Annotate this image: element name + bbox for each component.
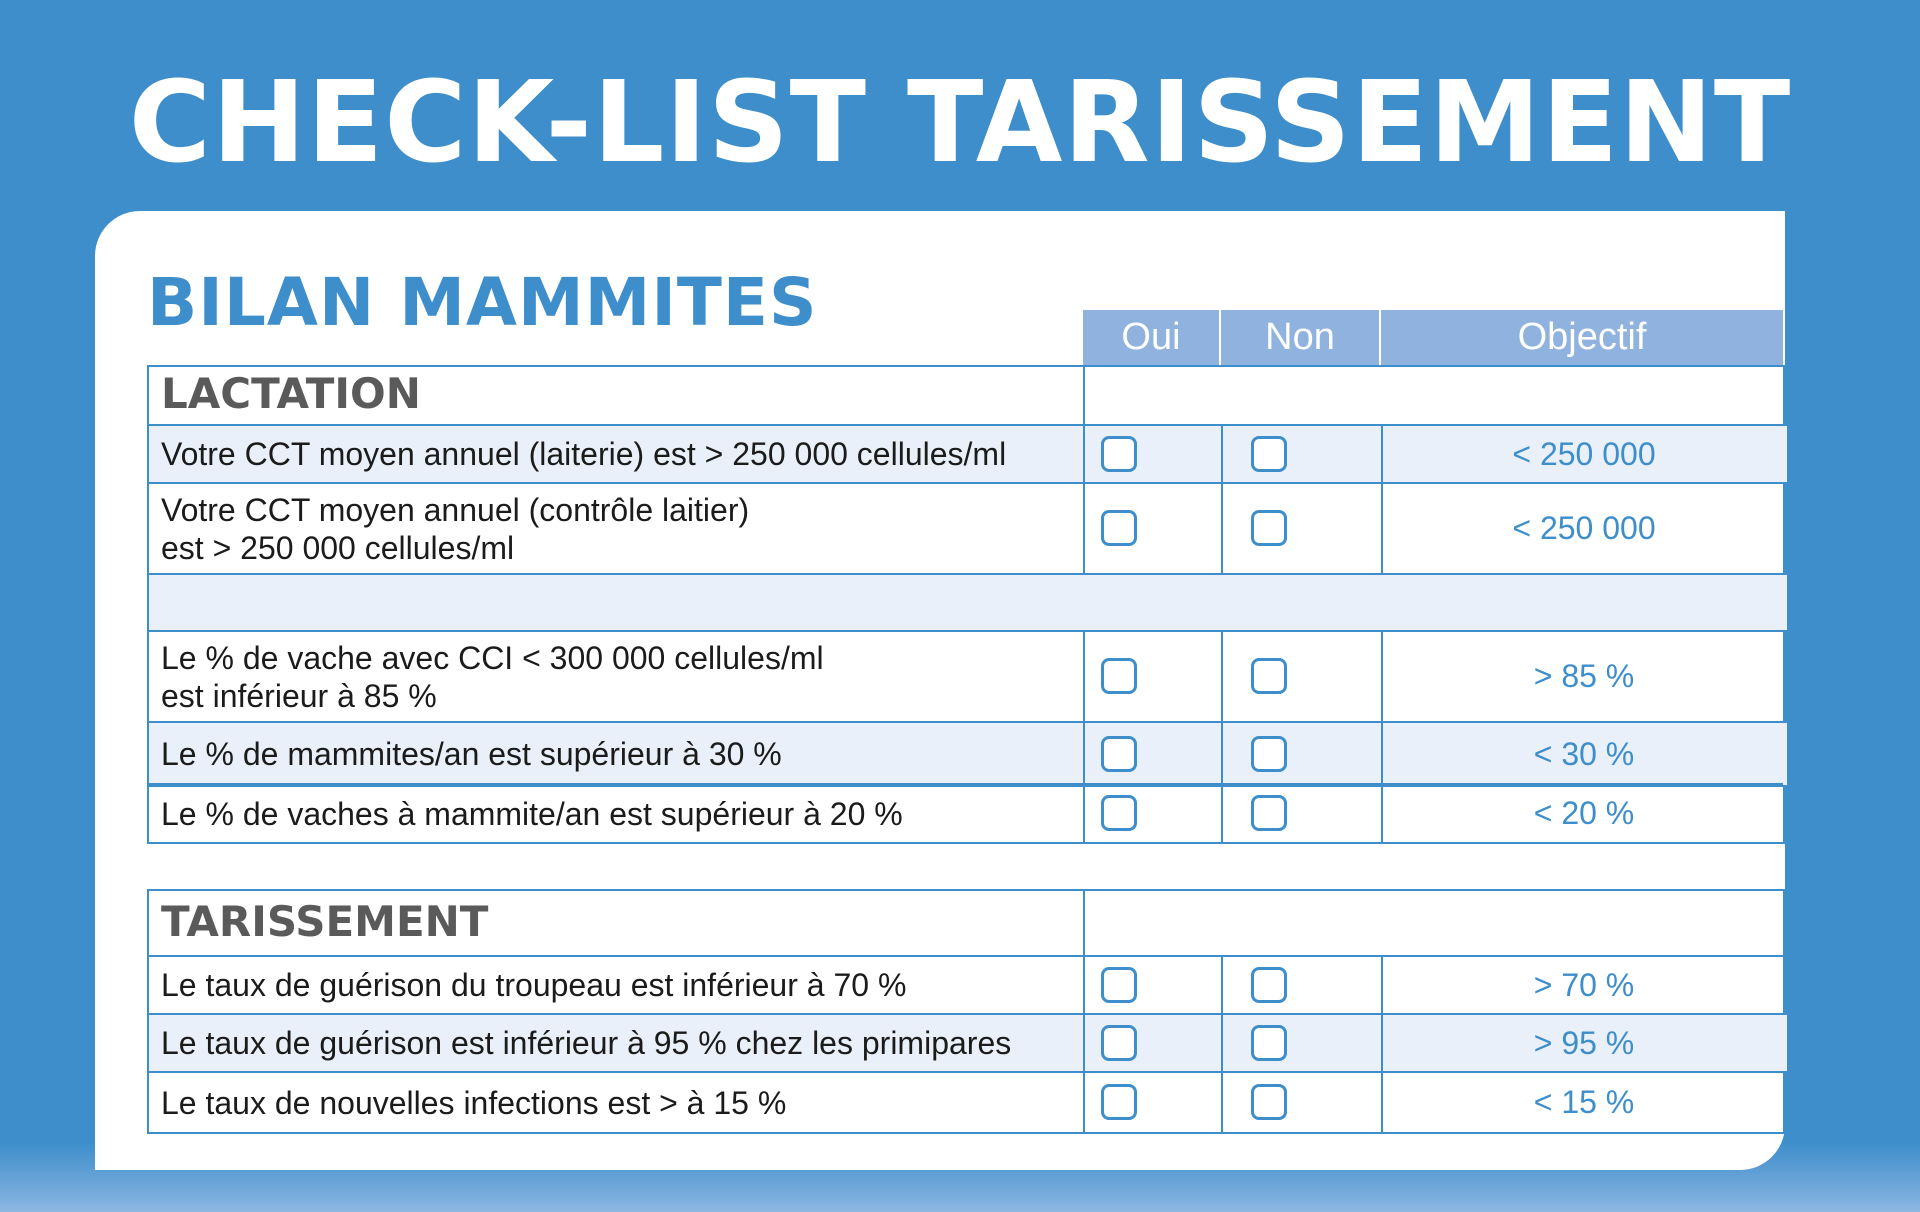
checkbox-non[interactable]	[1251, 795, 1287, 831]
checkbox-oui[interactable]	[1101, 795, 1137, 831]
section-title: BILAN MAMMITES	[147, 264, 818, 341]
column-header-non: Non	[1221, 310, 1379, 365]
row-label-line1: Votre CCT moyen annuel (contrôle laitier)	[161, 491, 750, 528]
lactation-table-end	[147, 785, 1785, 844]
row-label: Le % de mammites/an est supérieur à 30 %	[161, 736, 782, 772]
table-row	[149, 957, 1787, 1013]
tarissement-table	[147, 889, 1785, 1134]
objective-value: > 95 %	[1533, 1024, 1635, 1061]
objective-value: < 250 000	[1512, 510, 1656, 546]
row-label: Le % de vaches à mammite/an est supérieur à 20 %	[161, 795, 903, 832]
column-header-oui: Oui	[1083, 310, 1219, 365]
table-row	[149, 426, 1787, 482]
objective-value: > 70 %	[1533, 966, 1635, 1003]
checkbox-non[interactable]	[1251, 436, 1287, 472]
row-label-line1: Le % de vache avec CCI < 300 000 cellules/ml	[161, 639, 824, 676]
group-title-lactation: LACTATION	[161, 369, 421, 418]
checkbox-oui[interactable]	[1101, 436, 1137, 472]
checkbox-non[interactable]	[1251, 736, 1287, 772]
group-header-row	[149, 367, 1787, 424]
checkbox-oui[interactable]	[1101, 510, 1137, 546]
separator-band	[149, 575, 1787, 630]
checkbox-oui[interactable]	[1101, 967, 1137, 1003]
checkbox-non[interactable]	[1251, 1025, 1287, 1061]
objective-value: < 20 %	[1533, 795, 1635, 831]
checkbox-oui[interactable]	[1101, 1084, 1137, 1120]
checklist-card	[95, 211, 1785, 1170]
checkbox-non[interactable]	[1251, 1084, 1287, 1120]
checkbox-non[interactable]	[1251, 967, 1287, 1003]
table-row	[149, 785, 1787, 842]
column-header-objectif: Objectif	[1381, 310, 1783, 365]
checkbox-oui[interactable]	[1101, 736, 1137, 772]
page-title: CHECK-LIST TARISSEMENT	[128, 58, 1792, 188]
lactation-table	[147, 365, 1785, 787]
objective-value: < 15 %	[1533, 1084, 1635, 1120]
checkbox-oui[interactable]	[1101, 1025, 1137, 1061]
row-label: Le taux de guérison du troupeau est inférieur à 70 %	[161, 967, 907, 1003]
objective-value: < 250 000	[1512, 435, 1656, 472]
row-label: Le taux de guérison est inférieur à 95 % chez les primipares	[161, 1025, 1012, 1061]
row-label-line2: est > 250 000 cellules/ml	[161, 529, 515, 566]
table-row	[149, 632, 1787, 721]
objective-value: < 30 %	[1533, 735, 1635, 772]
row-label-line2: est inférieur à 85 %	[161, 677, 437, 714]
table-row	[149, 723, 1787, 785]
table-row	[149, 484, 1787, 573]
objective-value: > 85 %	[1533, 658, 1635, 694]
table-row	[149, 1015, 1787, 1071]
table-row	[149, 1073, 1787, 1132]
row-label: Votre CCT moyen annuel (laiterie) est > 250 000 cellules/ml	[161, 436, 1007, 472]
group-header-row	[149, 891, 1787, 955]
checkbox-non[interactable]	[1251, 510, 1287, 546]
checkbox-non[interactable]	[1251, 658, 1287, 694]
checkbox-oui[interactable]	[1101, 658, 1137, 694]
group-title-tarissement: TARISSEMENT	[161, 897, 489, 946]
row-label: Le taux de nouvelles infections est > à 15 %	[161, 1084, 787, 1121]
